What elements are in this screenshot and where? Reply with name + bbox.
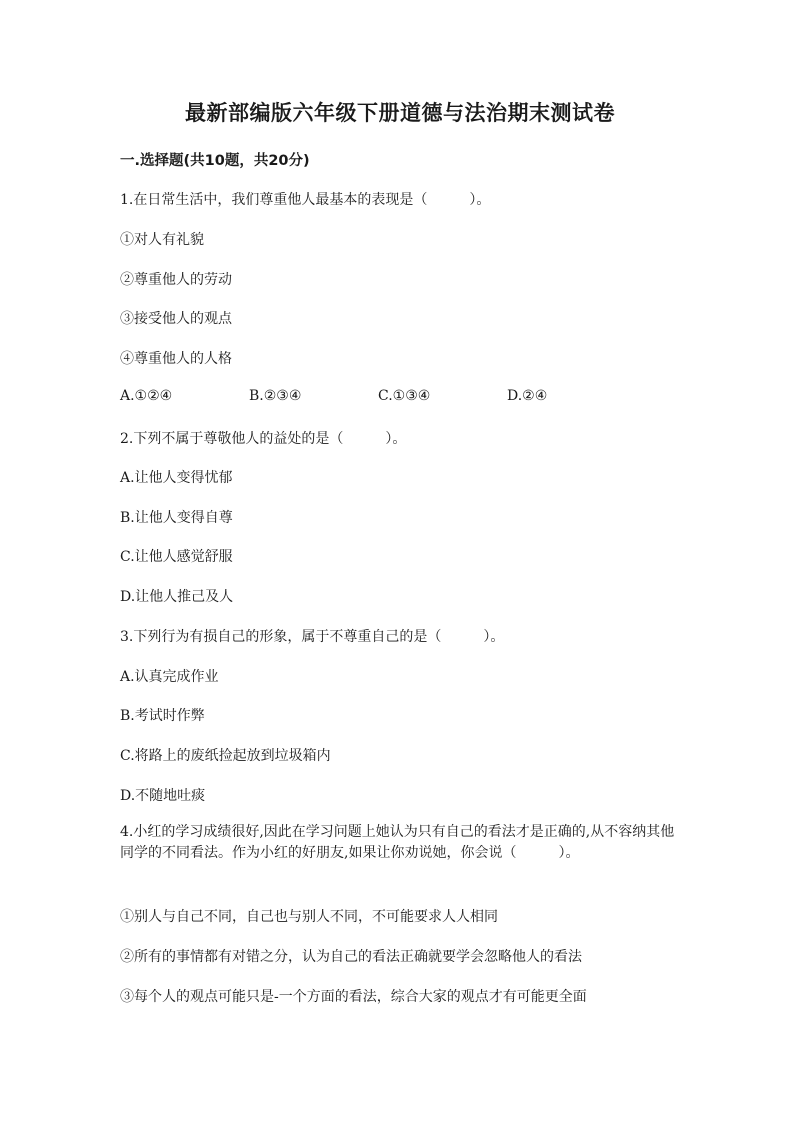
question-2-stem: 2.下列不属于尊敬他人的益处的是（ ）。 <box>120 431 407 447</box>
question-1-item: ①对人有礼貌 <box>120 232 204 248</box>
question-1-item: ②尊重他人的劳动 <box>120 272 232 288</box>
question-3-option-a: A.认真完成作业 <box>120 669 219 685</box>
question-2-option-b: B.让他人变得自尊 <box>120 510 233 526</box>
question-1-item: ④尊重他人的人格 <box>120 351 232 367</box>
question-3-option-b: B.考试时作弊 <box>120 708 205 724</box>
question-1-stem: 1.在日常生活中，我们尊重他人最基本的表现是（ ）。 <box>120 192 491 208</box>
question-1-option-d: D.②④ <box>507 388 548 404</box>
question-4-item: ③每个人的观点可能只是-一个方面的看法，综合大家的观点才有可能更全面 <box>120 989 587 1005</box>
question-1-item: ③接受他人的观点 <box>120 311 232 327</box>
question-1-option-b: B.②③④ <box>249 388 302 404</box>
question-3-option-c: C.将路上的废纸捡起放到垃圾箱内 <box>120 748 331 764</box>
question-4-item: ②所有的事情都有对错之分，认为自己的看法正确就要学会忽略他人的看法 <box>120 949 582 965</box>
question-4-stem: 4.小红的学习成绩很好,因此在学习问题上她认为只有自己的看法才是正确的,从不容纳其他同学的不同看法。作为小红的好朋友,如果让你劝说她，你会说（ ）。 <box>120 824 675 861</box>
question-3-stem: 3.下列行为有损自己的形象，属于不尊重自己的是（ ）。 <box>120 629 505 645</box>
section-heading: 一.选择题(共10题，共20分) <box>120 153 310 169</box>
question-3-option-d: D.不随地吐痰 <box>120 788 206 804</box>
exam-title: 最新部编版六年级下册道德与法治期末测试卷 <box>185 101 615 125</box>
question-4-item: ①别人与自己不同，自己也与别人不同，不可能要求人人相同 <box>120 909 498 925</box>
question-2-option-c: C.让他人感觉舒服 <box>120 549 233 565</box>
question-2-option-a: A.让他人变得忧郁 <box>120 470 233 486</box>
question-2-option-d: D.让他人推己及人 <box>120 589 234 605</box>
question-1-option-a: A.①②④ <box>120 388 173 404</box>
question-1-option-c: C.①③④ <box>378 388 431 404</box>
